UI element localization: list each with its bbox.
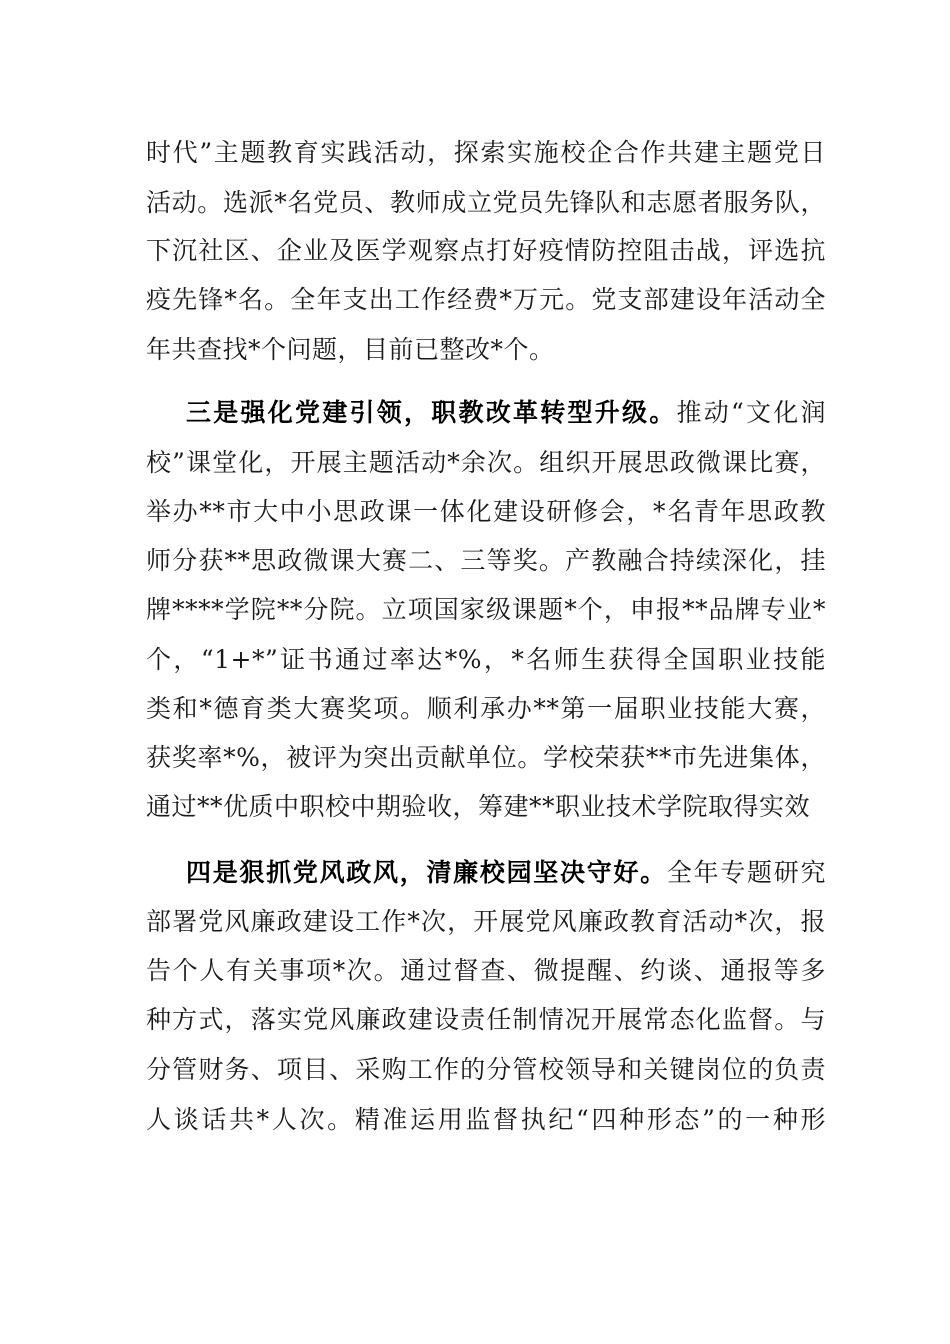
paragraph-first-line-rest: 全年专题研究 [666,858,826,887]
text-line: 师分获**思政微课大赛二、三等奖。产教融合持续深化，挂 [146,546,826,575]
text-line: 举办**市大中小思政课一体化建设研修会，*名青年思政教 [146,497,826,526]
text-line: 疫先锋*名。全年支出工作经费*万元。党支部建设年活动全 [146,285,826,314]
text-line: 下沉社区、企业及医学观察点打好疫情防控阻击战，评选抗 [146,236,826,265]
text-line: 分管财务、项目、采购工作的分管校领导和关键岗位的负责 [146,1055,826,1084]
text-line: 时代”主题教育实践活动，探索实施校企合作共建主题党日 [146,138,826,167]
paragraph-heading: 四是狠抓党风政风，清廉校园坚决守好。 [186,858,667,887]
paragraph-first-line [186,853,826,893]
text-line: 年共查找*个问题，目前已整改*个。 [146,335,555,364]
text-line: 校”课堂化，开展主题活动*余次。组织开展思政微课比赛， [146,448,826,477]
text-line: 活动。选派*名党员、教师成立党员先锋队和志愿者服务队， [146,188,826,217]
paragraph-heading: 三是强化党建引领，职教改革转型升级。 [186,398,677,427]
paragraph-first-line-rest: 推动“文化润 [676,398,826,427]
text-line: 通过**优质中职校中期验收，筹建**职业技术学院取得实效 [146,792,811,821]
text-line: 种方式，落实党风廉政建设责任制情况开展常态化监督。与 [146,1005,826,1034]
paragraph-first-line [186,393,826,433]
text-line: 个，“1+*”证书通过率达*%，*名师生获得全国职业技能 [146,645,826,674]
text-line: 人谈话共*人次。精准运用监督执纪“四种形态”的一种形 [146,1105,826,1134]
text-line: 部署党风廉政建设工作*次，开展党风廉政教育活动*次，报 [146,907,826,936]
text-line: 牌****学院**分院。立项国家级课题*个，申报**品牌专业* [146,595,826,624]
text-line: 类和*德育类大赛奖项。顺利承办**第一届职业技能大赛， [146,694,826,723]
text-line: 告个人有关事项*次。通过督查、微提醒、约谈、通报等多 [146,956,826,985]
text-line: 获奖率*%，被评为突出贡献单位。学校荣获**市先进集体， [146,743,826,772]
